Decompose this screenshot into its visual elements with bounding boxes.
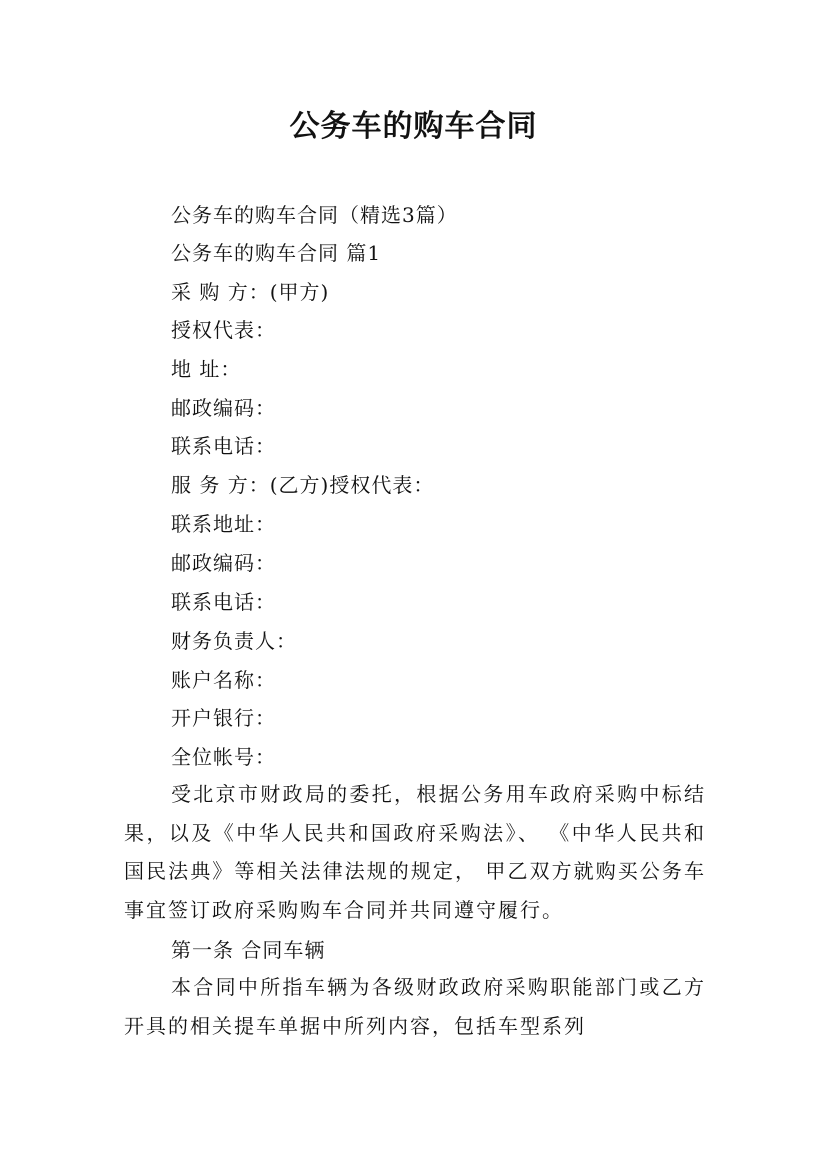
part-heading: 公务车的购车合同 篇1: [171, 241, 382, 265]
account-number-field: 全位帐号：: [171, 745, 276, 769]
article-1-heading: 第一条 合同车辆: [171, 938, 326, 962]
document-subtitle: 公务车的购车合同（精选3篇）: [171, 203, 458, 227]
bank-field: 开户银行：: [171, 706, 276, 730]
provider-postcode-field: 邮政编码：: [171, 551, 276, 575]
intro-paragraph: 受北京市财政局的委托，根据公务用车政府采购中标结果，以及《中华人民共和国政府采购法》、 《中华人民共和国民法典》等相关法律法规的规定， 甲乙双方就购买公务车事宜签订政府采购购车合同并共同遵守履行。: [124, 782, 706, 922]
buyer-field: 采 购 方：(甲方): [171, 280, 330, 304]
finance-contact-field: 财务负责人：: [171, 629, 297, 653]
provider-phone-field: 联系电话：: [171, 590, 276, 614]
buyer-phone-field: 联系电话：: [171, 434, 276, 458]
provider-field: 服 务 方：(乙方)授权代表：: [171, 473, 435, 497]
document-title: 公务车的购车合同: [289, 109, 538, 144]
contact-address-field: 联系地址：: [171, 512, 276, 536]
buyer-representative-field: 授权代表：: [171, 318, 276, 342]
buyer-postcode-field: 邮政编码：: [171, 396, 276, 420]
account-name-field: 账户名称：: [171, 668, 276, 692]
address-field: 地 址：: [171, 357, 242, 381]
article-1-text: 本合同中所指车辆为各级财政政府采购职能部门或乙方开具的相关提车单据中所列内容，包括车型系列: [124, 975, 706, 1038]
